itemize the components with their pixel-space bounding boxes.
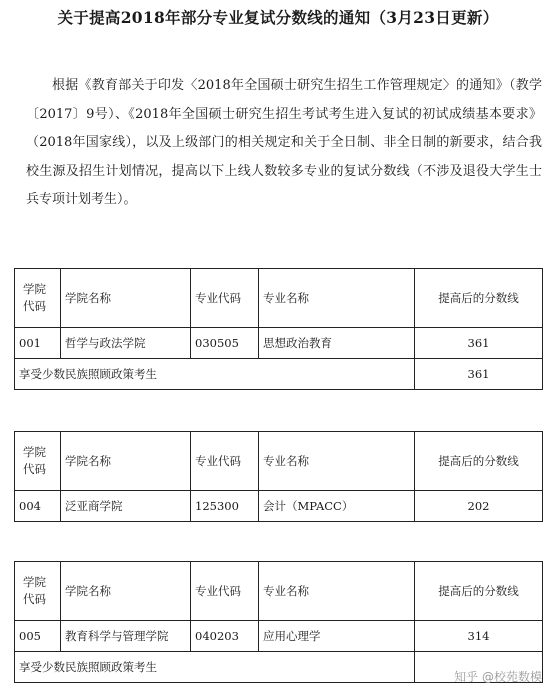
- cell-major-code: 040203: [191, 621, 259, 652]
- table-header-row: [15, 432, 543, 491]
- cell-major-name: 会计（MPACC）: [259, 491, 415, 522]
- table-row: [15, 621, 543, 652]
- header-major-name: 专业名称: [259, 432, 415, 491]
- header-major-name: 专业名称: [259, 562, 415, 621]
- notice-paragraph: 根据《教育部关于印发〈2018年全国硕士研究生招生工作管理规定〉的通知》（教学〔2017〕9号）、《2018年全国硕士研究生招生考试考生进入复试的初试成绩基本要求》（2018年国家线），以及上级部门的相关规定和关于全日制、非全日制的新要求，结合我校生源及招生计划情况，提高以下上线人数较多专业的复试分数线（不涉及退役大学生士兵专项计划考生）。: [26, 78, 542, 208]
- cell-major-name: 思想政治教育: [259, 328, 415, 359]
- header-college-code: 学院 代码: [15, 269, 61, 328]
- score-table-1: [14, 268, 543, 390]
- watermark: 知乎 @校苑数模: [454, 670, 542, 684]
- minority-label: 享受少数民族照顾政策考生: [15, 652, 415, 683]
- table-header-row: [15, 562, 543, 621]
- header-raised-score: 提高后的分数线: [415, 562, 543, 621]
- table-row: [15, 328, 543, 359]
- cell-college-code: 001: [15, 328, 61, 359]
- table-header-row: [15, 269, 543, 328]
- header-major-code: 专业代码: [191, 562, 259, 621]
- minority-row: [15, 359, 543, 390]
- minority-label: 享受少数民族照顾政策考生: [15, 359, 415, 390]
- cell-major-name: 应用心理学: [259, 621, 415, 652]
- cell-college-code: 005: [15, 621, 61, 652]
- cell-college-code: 004: [15, 491, 61, 522]
- cell-college-name: 教育科学与管理学院: [61, 621, 191, 652]
- table-row: [15, 491, 543, 522]
- header-college-name: 学院名称: [61, 432, 191, 491]
- header-college-name: 学院名称: [61, 562, 191, 621]
- header-college-name: 学院名称: [61, 269, 191, 328]
- cell-score: 361: [415, 328, 543, 359]
- header-college-code: 学院 代码: [15, 562, 61, 621]
- cell-college-name: 哲学与政法学院: [61, 328, 191, 359]
- header-raised-score: 提高后的分数线: [415, 432, 543, 491]
- score-table-3: [14, 561, 543, 683]
- cell-score: 202: [415, 491, 543, 522]
- score-table-2: [14, 431, 543, 522]
- header-raised-score: 提高后的分数线: [415, 269, 543, 328]
- cell-major-code: 125300: [191, 491, 259, 522]
- header-college-code: 学院 代码: [15, 432, 61, 491]
- cell-score: 314: [415, 621, 543, 652]
- minority-score: 361: [415, 359, 543, 390]
- cell-major-code: 030505: [191, 328, 259, 359]
- page-title: 关于提高2018年部分专业复试分数线的通知（3月23日更新）: [57, 8, 499, 27]
- header-major-code: 专业代码: [191, 432, 259, 491]
- header-major-code: 专业代码: [191, 269, 259, 328]
- header-major-name: 专业名称: [259, 269, 415, 328]
- cell-college-name: 泛亚商学院: [61, 491, 191, 522]
